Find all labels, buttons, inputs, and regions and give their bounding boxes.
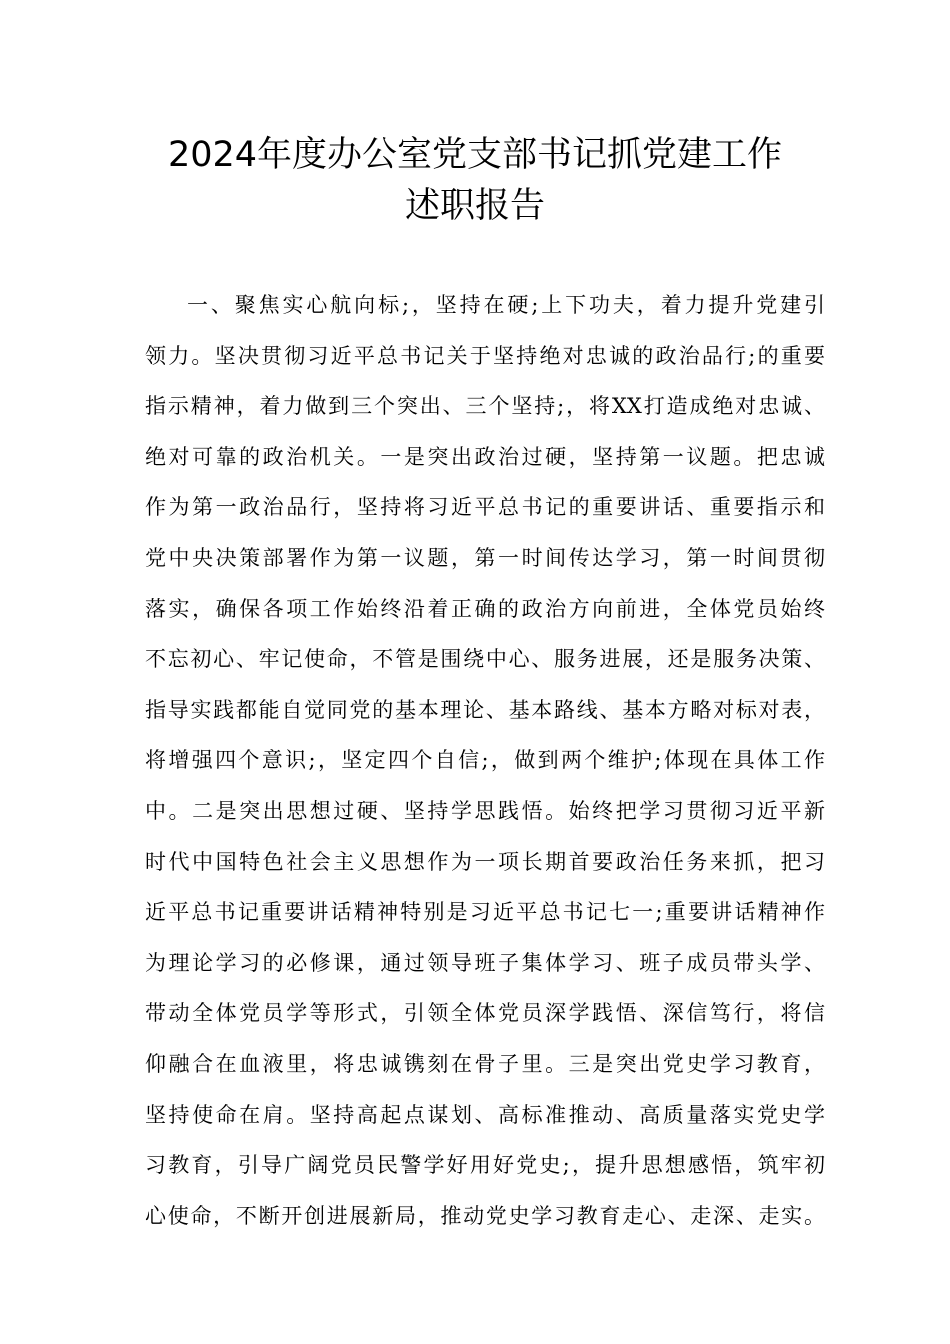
body-line: 仰融合在血液里，将忠诚镌刻在骨子里。三是突出党史学习教育， xyxy=(145,1051,825,1076)
body-line: 习教育，引导广阔党员民警学好用好党史;，提升思想感悟，筑牢初 xyxy=(145,1153,825,1178)
body-line: 一、聚焦实心航向标;，坚持在硬;上下功夫，着力提升党建引 xyxy=(187,293,825,317)
body-line: 领力。坚决贯彻习近平总书记关于坚持绝对忠诚的政治品行;的重要 xyxy=(145,343,825,368)
body-line: 时代中国特色社会主义思想作为一项长期首要政治任务来抓，把习 xyxy=(145,849,825,874)
body-line: 将增强四个意识;，坚定四个自信;，做到两个维护;体现在具体工作 xyxy=(145,748,825,773)
body-line: 指导实践都能自觉同党的基本理论、基本路线、基本方略对标对表， xyxy=(145,697,825,722)
document-title-line-2: 述职报告 xyxy=(404,186,545,226)
body-line: 作为第一政治品行，坚持将习近平总书记的重要讲话、重要指示和 xyxy=(145,495,825,520)
body-line: 心使命，不断开创进展新局，推动党史学习教育走心、走深、走实。 xyxy=(145,1203,825,1228)
body-line: 带动全体党员学等形式，引领全体党员深学践悟、深信笃行，将信 xyxy=(145,1001,825,1026)
body-line: 指示精神，着力做到三个突出、三个坚持;，将XX打造成绝对忠诚、 xyxy=(145,394,825,419)
document-body xyxy=(145,280,825,1241)
body-line: 绝对可靠的政治机关。一是突出政治过硬，坚持第一议题。把忠诚 xyxy=(145,444,825,469)
body-line: 落实，确保各项工作始终沿着正确的政治方向前进，全体党员始终 xyxy=(145,596,825,621)
body-line: 不忘初心、牢记使命，不管是围绕中心、服务进展，还是服务决策、 xyxy=(145,647,825,672)
body-line: 党中央决策部署作为第一议题，第一时间传达学习，第一时间贯彻 xyxy=(145,545,825,570)
document-title-line-1: 2024年度办公室党支部书记抓党建工作 xyxy=(167,135,783,175)
body-line: 近平总书记重要讲话精神特别是习近平总书记七一;重要讲话精神作 xyxy=(145,900,825,925)
body-line: 坚持使命在肩。坚持高起点谋划、高标准推动、高质量落实党史学 xyxy=(145,1102,825,1127)
body-line: 为理论学习的必修课，通过领导班子集体学习、班子成员带头学、 xyxy=(145,950,825,975)
body-line: 中。二是突出思想过硬、坚持学思践悟。始终把学习贯彻习近平新 xyxy=(145,798,825,823)
